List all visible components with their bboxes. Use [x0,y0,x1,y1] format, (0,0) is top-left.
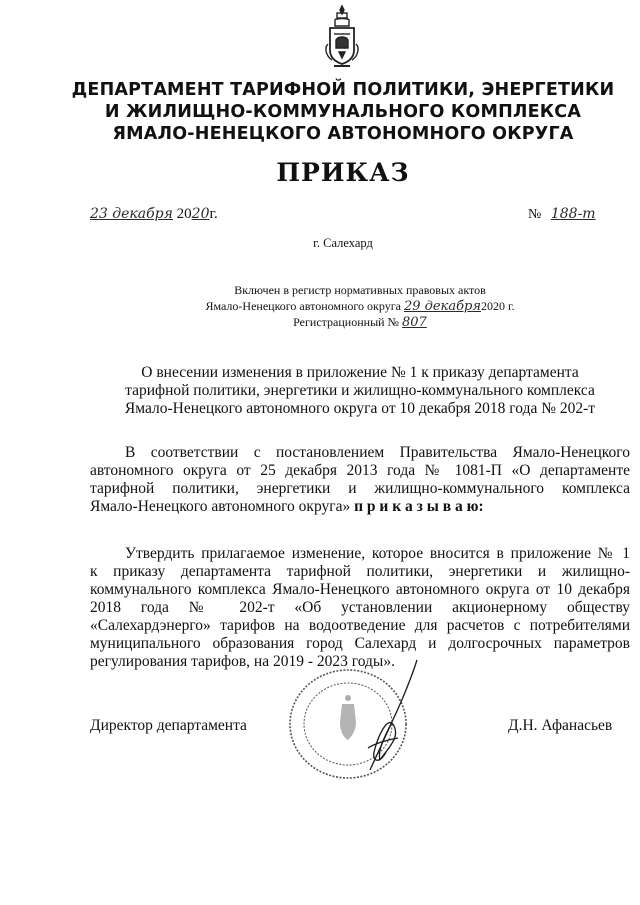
preamble-line-last [90,498,630,516]
registry-line-2 [150,299,570,314]
registry-handwritten-date: 29 декабря [403,299,481,314]
document-title: ПРИКАЗ [276,158,410,187]
order-keyword: п р и к а з ы в а ю: [354,498,484,515]
department-name-line-3: ЯМАЛО-НЕНЕЦКОГО АВТОНОМНОГО ОКРУГА [112,124,574,144]
registry-line-1: Включен в регистр нормативных правовых актов [234,283,486,297]
registry-line-3 [150,315,570,330]
order-line: «Салехардэнерго» тарифов на водоотведение для расчетов с потребителями [90,617,630,634]
coat-of-arms-icon [322,4,362,70]
order-line: коммунального комплекса Ямало-Ненецкого автономного округа от 10 декабря [90,581,630,598]
registry-region: Ямало-Ненецкого автономного округа [205,299,401,313]
number-label: № [528,207,542,222]
preamble-line: автономного округа от 25 декабря 2013 года № 1081-П «О департаменте [90,462,630,479]
subject-line-2: тарифной политики, энергетики и жилищно-коммунального комплекса [125,382,595,399]
subject-line-3: Ямало-Ненецкого автономного округа от 10 декабря 2018 года № 202-т [124,400,596,417]
department-name-line-1: ДЕПАРТАМЕНТ ТАРИФНОЙ ПОЛИТИКИ, ЭНЕРГЕТИКИ [71,80,615,100]
order-line-last: регулирования тарифов, на 2019 - 2023 годы». [90,653,395,670]
order-date [90,206,218,223]
registry-handwritten-number: 807 [402,315,427,330]
city: г. Салехард [313,236,373,250]
handwritten-year: 20 [191,206,210,222]
order-line: муниципального образования город Салехард и долгосрочных параметров [90,635,630,652]
signature-position: Директор департамента [90,717,247,734]
subject-line-1: О внесении изменения в приложение № 1 к приказу департамента [141,364,579,381]
registry-year: 2020 г. [480,299,515,313]
handwritten-number: 188-т [550,206,596,222]
preamble-line: тарифной политики, энергетики и жилищно-коммунального комплекса [90,480,630,497]
department-name-line-2: И ЖИЛИЩНО-КОММУНАЛЬНОГО КОМПЛЕКСА [104,102,582,122]
order-line: Утвердить прилагаемое изменение, которое вносится в приложение № 1 [125,545,630,562]
preamble-line: В соответствии с постановлением Правительства Ямало-Ненецкого [125,444,630,461]
date-year-prefix: 20 [176,206,192,222]
preamble-line-text: Ямало-Ненецкого автономного округа» [90,498,351,515]
order-line: 2018 года № 202-т «Об установлении акционерному обществу [90,599,630,616]
order-line: к приказу департамента тарифной политики, энергетики и жилищно- [90,563,630,580]
date-suffix: г. [209,206,218,222]
signature-name: Д.Н. Афанасьев [508,717,613,734]
preamble-paragraph [90,444,630,516]
registry-number-label: Регистрационный № [293,315,400,329]
handwritten-date: 23 декабря [90,206,173,222]
official-seal-icon [282,652,432,782]
order-number [528,206,596,223]
